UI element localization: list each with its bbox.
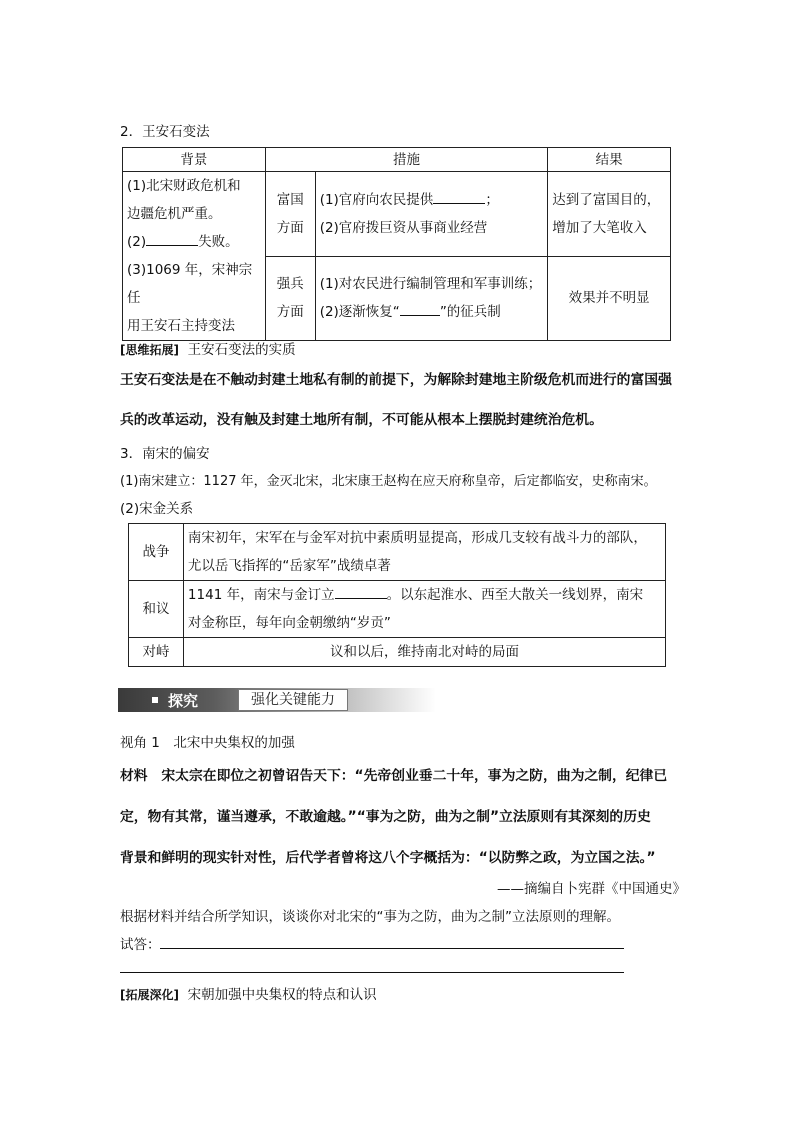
- rich-result: 达到了富国目的， 增加了大笔收入: [548, 172, 671, 257]
- thinking-heading: [思维拓展] 王安石变法的实质: [120, 342, 296, 358]
- extend-heading: [拓展深化] 宋朝加强中央集权的特点和认识: [120, 987, 377, 1003]
- song-jin-table: [128, 523, 666, 667]
- standoff-label: 对峙: [129, 638, 184, 667]
- peace-cell: 1141 年，南宋与金订立 。以东起淮水、西至大散关一线划界，南宋 对金称臣，每年向金朝缴纳“岁贡”: [183, 581, 665, 638]
- explore-tag: 探究: [168, 692, 199, 710]
- explore-banner: [118, 688, 436, 712]
- square-bullet-icon: [152, 697, 158, 703]
- section-3-p2: (2)宋金关系: [120, 501, 194, 517]
- blank-field[interactable]: [433, 191, 485, 204]
- army-measures: (1)对农民进行编制管理和军事训练； (2)逐渐恢复“ ”的征兵制: [315, 256, 548, 341]
- rich-measures: (1)官府向农民提供 ； (2)官府拨巨资从事商业经营: [315, 172, 548, 257]
- background-cell: (1)北宋财政危机和 边疆危机严重。 (2) 失败。 (3)1069 年，宋神宗任 用王安石主持变法: [123, 172, 266, 341]
- standoff-cell: 议和以后，维持南北对峙的局面: [183, 638, 665, 667]
- header-measures: 措施: [265, 148, 547, 172]
- war-cell: 南宋初年，宋军在与金军对抗中素质明显提高，形成几支较有战斗力的部队， 尤以岳飞指挥的“岳家军”战绩卓著: [183, 524, 665, 581]
- header-result: 结果: [548, 148, 671, 172]
- material-source: ——摘编自卜宪群《中国通史》: [497, 881, 686, 897]
- army-result: 效果并不明显: [548, 256, 671, 341]
- blank-field[interactable]: [400, 303, 440, 316]
- peace-label: 和议: [129, 581, 184, 638]
- perspective-title: 视角 1 北宋中央集权的加强: [120, 735, 295, 751]
- thinking-line-1: 王安石变法是在不触动封建土地私有制的前提下，为解除封建地主阶级危机而进行的富国强: [120, 372, 672, 388]
- section-3-p1: (1)南宋建立：1127 年，金灭北宋，北宋康王赵构在应天府称皇帝，后定都临安，史称南宋。: [120, 474, 657, 489]
- section-3-heading: 3．南宋的偏安: [120, 446, 210, 462]
- war-label: 战争: [129, 524, 184, 581]
- reform-table: [122, 147, 671, 341]
- explore-subtitle: 强化关键能力: [238, 689, 348, 711]
- material-line-1: 材料 宋太宗在即位之初曾诏告天下：“先帝创业垂二十年，事为之防，曲为之制，纪律已: [120, 768, 668, 784]
- rich-label: 富国 方面: [265, 172, 315, 257]
- answer-line-2[interactable]: [120, 972, 624, 973]
- question: 根据材料并结合所学知识，谈谈你对北宋的“事为之防，曲为之制”立法原则的理解。: [120, 909, 620, 925]
- answer-line-1[interactable]: [160, 948, 624, 949]
- material-line-2: 定，物有其常，谨当遵承，不敢逾越。”“事为之防，曲为之制”立法原则有其深刻的历史: [120, 809, 651, 825]
- blank-field[interactable]: [335, 586, 387, 599]
- army-label: 强兵 方面: [265, 256, 315, 341]
- blank-field[interactable]: [146, 233, 198, 246]
- thinking-line-2: 兵的改革运动，没有触及封建土地所有制，不可能从根本上摆脱封建统治危机。: [120, 412, 603, 428]
- material-line-3: 背景和鲜明的现实针对性，后代学者曾将这八个字概括为：“以防弊之政，为立国之法。”: [120, 850, 656, 866]
- section-2-heading: 2．王安石变法: [120, 124, 210, 140]
- header-background: 背景: [123, 148, 266, 172]
- answer-label: 试答：: [120, 937, 161, 953]
